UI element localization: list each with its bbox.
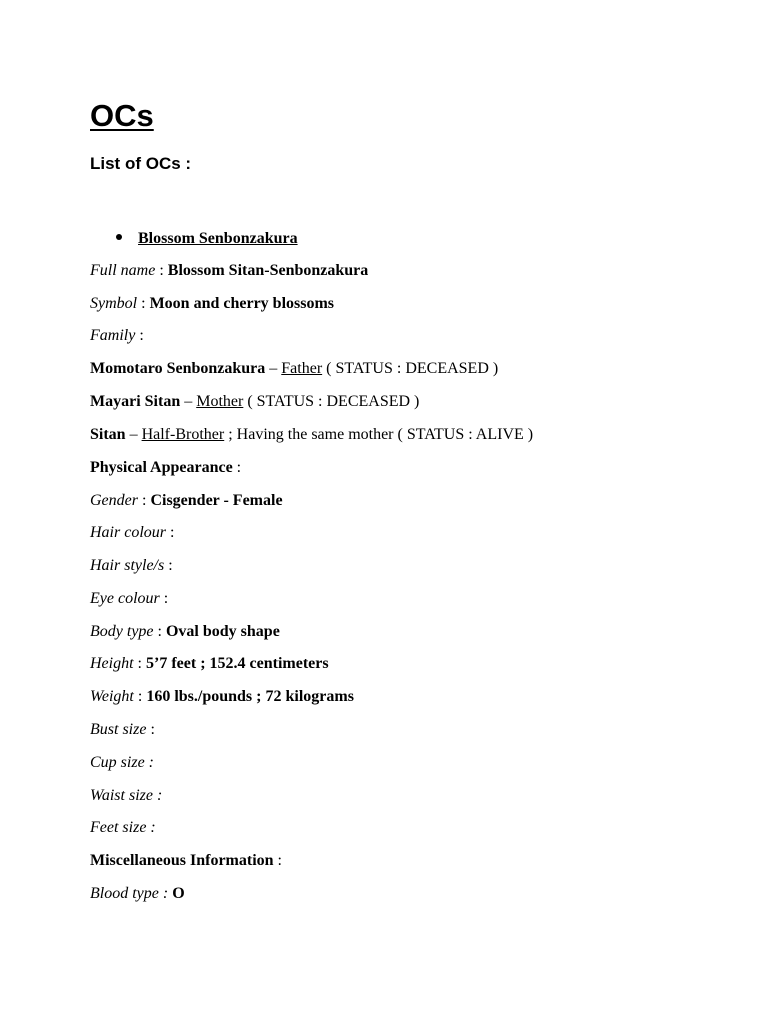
- blood-type-label: Blood type :: [90, 885, 169, 902]
- height-line: [90, 653, 329, 675]
- bust-size-line: [90, 719, 155, 741]
- trailing-colon: :: [164, 557, 173, 574]
- family-dash: –: [265, 360, 282, 377]
- family-member-mother: [90, 391, 419, 413]
- full-name-value: Blossom Sitan-Senbonzakura: [167, 262, 369, 279]
- family-line: [90, 325, 144, 347]
- waist-size-line: [90, 785, 162, 807]
- height-label: Height: [90, 655, 134, 672]
- family-member-name: Sitan: [90, 426, 126, 443]
- blood-type-value: O: [172, 885, 185, 902]
- body-type-label: Body type: [90, 623, 154, 640]
- family-label: Family: [90, 327, 136, 344]
- family-status: ( STATUS : DECEASED ): [243, 393, 420, 410]
- hair-style-line: [90, 555, 173, 577]
- trailing-colon: :: [232, 459, 242, 476]
- physical-appearance-label: Physical Appearance: [90, 459, 233, 476]
- misc-information-label: Miscellaneous Information: [90, 852, 274, 869]
- gender-line: [90, 490, 283, 512]
- separator: :: [137, 492, 151, 509]
- separator: :: [153, 623, 166, 640]
- trailing-colon: :: [135, 327, 144, 344]
- weight-line: [90, 686, 354, 708]
- bullet-icon: [116, 234, 122, 240]
- full-name-line: [90, 260, 368, 282]
- feet-size-line: [90, 817, 156, 839]
- hair-style-label: Hair style/s: [90, 557, 165, 574]
- trailing-colon: :: [159, 590, 169, 607]
- trailing-colon: :: [146, 721, 155, 738]
- character-bullet: [116, 228, 298, 250]
- gender-label: Gender: [90, 492, 138, 509]
- family-status: ( STATUS : DECEASED ): [322, 360, 499, 377]
- symbol-label: Symbol: [90, 295, 138, 312]
- weight-label: Weight: [90, 688, 134, 705]
- trailing-colon: :: [166, 524, 175, 541]
- body-type-line: [90, 621, 280, 643]
- blood-type-line: [90, 883, 185, 905]
- eye-colour-label: Eye colour: [90, 590, 160, 607]
- family-status: ; Having the same mother ( STATUS : ALIVE ): [224, 426, 534, 443]
- family-member-name: Mayari Sitan: [90, 393, 181, 410]
- misc-information-heading: [90, 850, 282, 872]
- family-member-half-brother: [90, 424, 533, 446]
- symbol-value: Moon and cherry blossoms: [149, 295, 335, 312]
- family-relation: Half-Brother: [141, 426, 225, 443]
- hair-colour-line: [90, 522, 174, 544]
- full-name-label: Full name: [90, 262, 156, 279]
- bust-size-label: Bust size: [90, 721, 147, 738]
- gender-value: Cisgender - Female: [150, 492, 283, 509]
- family-dash: –: [125, 426, 142, 443]
- cup-size-line: [90, 752, 154, 774]
- family-dash: –: [180, 393, 197, 410]
- weight-value: 160 lbs./pounds ; 72 kilograms: [146, 688, 354, 705]
- separator: :: [133, 688, 147, 705]
- physical-appearance-heading: [90, 457, 241, 479]
- waist-size-label: Waist size :: [90, 787, 163, 804]
- family-relation: Father: [281, 360, 323, 377]
- hair-colour-label: Hair colour: [90, 524, 166, 541]
- separator: :: [137, 295, 150, 312]
- separator: :: [133, 655, 146, 672]
- body-type-value: Oval body shape: [165, 623, 280, 640]
- feet-size-label: Feet size :: [90, 819, 156, 836]
- cup-size-label: Cup size :: [90, 754, 154, 771]
- list-subtitle: List of OCs :: [90, 154, 192, 173]
- page-title: OCs: [90, 98, 154, 133]
- family-relation: Mother: [196, 393, 244, 410]
- family-member-father: [90, 358, 498, 380]
- eye-colour-line: [90, 588, 168, 610]
- character-name: Blossom Senbonzakura: [138, 230, 298, 247]
- family-member-name: Momotaro Senbonzakura: [90, 360, 266, 377]
- height-value: 5’7 feet ; 152.4 centimeters: [146, 655, 329, 672]
- trailing-colon: :: [273, 852, 282, 869]
- separator: :: [155, 262, 168, 279]
- symbol-line: [90, 293, 334, 315]
